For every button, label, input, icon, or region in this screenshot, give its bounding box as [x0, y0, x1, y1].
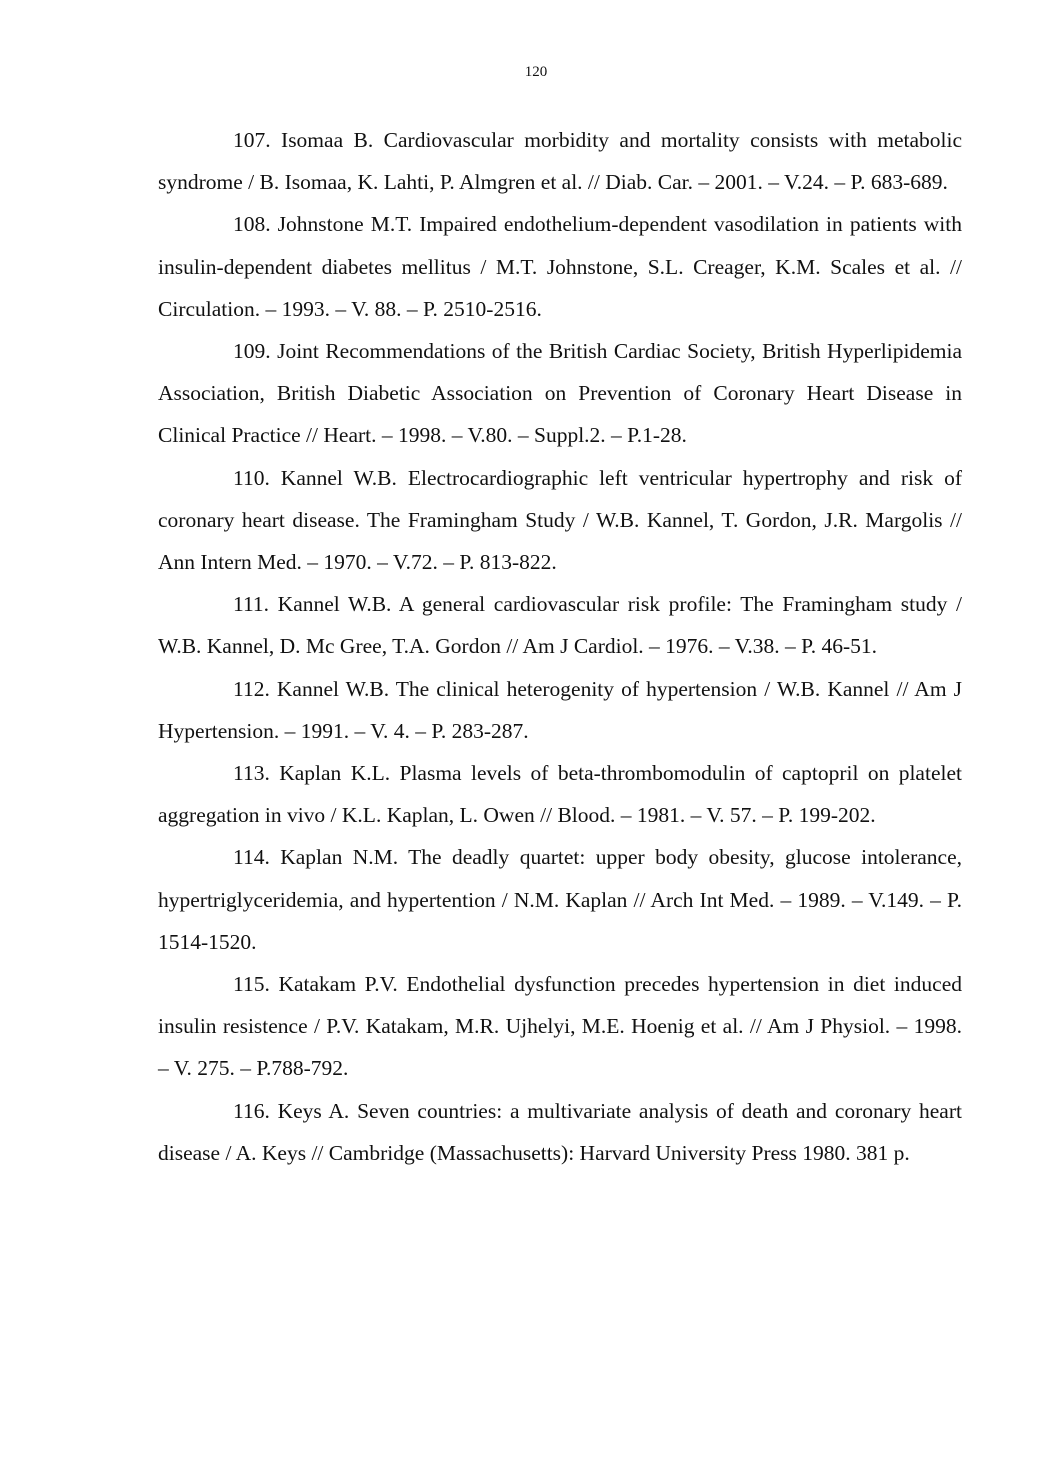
- reference-item-116: 116. Keys A. Seven countries: a multivariate analysis of death and coronary heart disease / A. Keys // Cambridge (Massachusetts): Harvard University Press 1980. 381 p.: [158, 1098, 962, 1165]
- reference-item-112: 112. Kannel W.B. The clinical heterogenity of hypertension / W.B. Kannel // Am J Hypertension. – 1991. – V. 4. – P. 283-287.: [158, 676, 962, 743]
- reference-item-113: 113. Kaplan K.L. Plasma levels of beta-thrombomodulin of captopril on platelet aggregation in vivo / K.L. Kaplan, L. Owen // Blood. – 1981. – V. 57. – P. 199-202.: [158, 761, 962, 828]
- reference-item-110: 110. Kannel W.B. Electrocardiographic left ventricular hypertrophy and risk of coronary heart disease. The Framingham Study / W.B. Kannel, T. Gordon, J.R. Margolis // Ann Intern Med. – 1970. – V.72. – P. 813-822.: [158, 465, 962, 575]
- reference-item-107: 107. Isomaa B. Cardiovascular morbidity and mortality consists with metabolic syndrome / B. Isomaa, K. Lahti, P. Almgren et al. // Diab. Car. – 2001. – V.24. – P. 683-689.: [158, 128, 962, 195]
- page-number: 120: [524, 64, 548, 80]
- reference-item-115: 115. Katakam P.V. Endothelial dysfunction precedes hypertension in diet induced insulin resistence / P.V. Katakam, M.R. Ujhelyi, M.E. Hoenig et al. // Am J Physiol. – 1998. – V. 275. – P.788-792.: [158, 972, 962, 1081]
- reference-item-111: 111. Kannel W.B. A general cardiovascular risk profile: The Framingham study / W.B. Kannel, D. Mc Gree, T.A. Gordon // Am J Cardiol. – 1976. – V.38. – P. 46-51.: [158, 592, 962, 659]
- reference-item-114: 114. Kaplan N.M. The deadly quartet: upper body obesity, glucose intolerance, hypertriglyceridemia, and hypertention / N.M. Kaplan // Arch Int Med. – 1989. – V.149. – P. 1514-1520.: [158, 845, 962, 954]
- reference-list: [158, 119, 962, 1174]
- reference-item-108: 108. Johnstone M.T. Impaired endothelium-dependent vasodilation in patients with insulin-dependent diabetes mellitus / M.T. Johnstone, S.L. Creager, K.M. Scales et al. // Circulation. – 1993. – V. 88. – P. 2510-2516.: [158, 212, 962, 321]
- reference-item-109: 109. Joint Recommendations of the British Cardiac Society, British Hyperlipidemia Association, British Diabetic Association on Prevention of Coronary Heart Disease in Clinical Practice // Heart. – 1998. – V.80. – Suppl.2. – P.1-28.: [158, 339, 962, 448]
